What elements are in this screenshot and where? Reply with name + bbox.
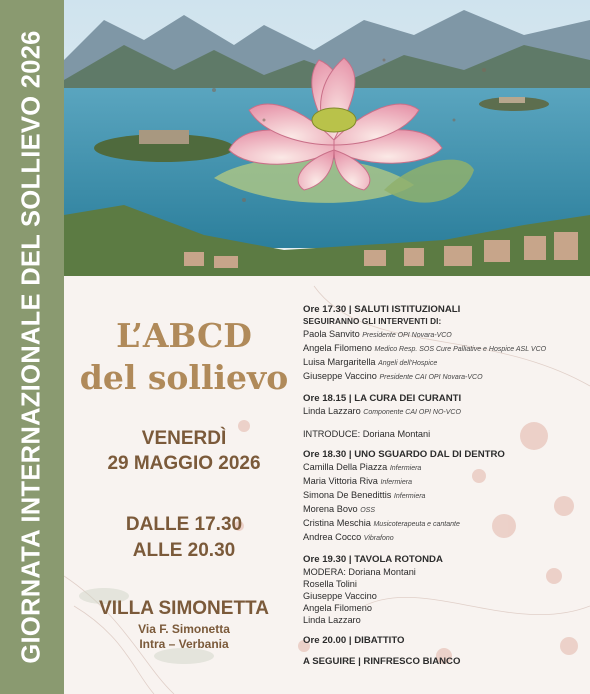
speaker-name: Andrea Cocco xyxy=(303,532,362,542)
session-dibattito xyxy=(303,635,588,647)
speaker-role: Vibrafono xyxy=(363,535,394,542)
panelist: Angela Filomeno xyxy=(303,603,372,613)
event-time-from: DALLE 17.30 xyxy=(125,514,243,535)
speaker-row xyxy=(303,342,588,356)
panelist: Giuseppe Vaccino xyxy=(303,591,377,601)
speaker-role: OSS xyxy=(360,507,376,514)
speaker-row xyxy=(303,531,588,545)
speaker-role: Infermiera xyxy=(389,465,422,472)
speaker-name: Cristina Meschia xyxy=(303,518,371,528)
speaker-role: Angeli dell’Hospice xyxy=(378,360,438,367)
speaker-row xyxy=(303,489,588,503)
speaker-row xyxy=(303,517,588,531)
venue-address-line1: Via F. Simonetta xyxy=(138,622,230,636)
speaker-role: Presidente CAI OPI Novara-VCO xyxy=(379,374,483,381)
speaker-role: Componente CAI OPI NO-VCO xyxy=(363,409,461,416)
session-saluti xyxy=(303,304,588,384)
introducer-line: INTRODUCE: Doriana Montani xyxy=(303,429,431,439)
moderator-line: MODERA: Doriana Montani xyxy=(303,567,416,577)
event-time-to: ALLE 20.30 xyxy=(132,540,236,561)
panelist: Rosella Tolini xyxy=(303,579,357,589)
speaker-row xyxy=(303,461,588,475)
side-band xyxy=(0,0,64,694)
speaker-name: Morena Bovo xyxy=(303,504,358,514)
event-title-line1: L’ABCD xyxy=(116,316,252,355)
session-subheading: SEGUIRANNO GLI INTERVENTI DI: xyxy=(303,317,442,326)
speaker-role: Musicoterapeuta e cantante xyxy=(373,521,460,528)
session-introduce xyxy=(303,428,588,440)
session-sguardo xyxy=(303,449,588,545)
session-heading: Ore 18.15 | LA CURA DEI CURANTI xyxy=(303,393,462,404)
content-panel xyxy=(64,276,590,694)
speaker-name: Simona De Benedittis xyxy=(303,490,392,500)
hero-illustration xyxy=(64,0,590,276)
side-title: GIORNATA INTERNAZIONALE DEL SOLLIEVO 2026 xyxy=(17,30,46,664)
speaker-name: Angela Filomeno xyxy=(303,343,372,353)
session-heading: Ore 17.30 | SALUTI ISTITUZIONALI xyxy=(303,304,461,315)
speaker-role: Infermiera xyxy=(380,479,412,486)
speaker-name: Paola Sanvito xyxy=(303,329,360,339)
session-heading: Ore 18.30 | UNO SGUARDO DAL DI DENTRO xyxy=(303,449,505,460)
speaker-row xyxy=(303,356,588,370)
session-tavola-rotonda xyxy=(303,554,588,626)
speaker-name: Maria Vittoria Riva xyxy=(303,476,378,486)
speaker-name: Camilla Della Piazza xyxy=(303,462,388,472)
speaker-role: Presidente OPI Novara-VCO xyxy=(362,332,452,339)
session-heading: Ore 20.00 | DIBATTITO xyxy=(303,635,405,646)
speaker-row xyxy=(303,405,588,419)
lake-lotus-illustration xyxy=(64,0,590,276)
venue-address-line2: Intra – Verbania xyxy=(139,637,229,651)
speaker-role: Medico Resp. SOS Cure Palliative e Hospice ASL VCO xyxy=(374,346,547,353)
session-rinfresco xyxy=(303,656,588,668)
panelist: Linda Lazzaro xyxy=(303,615,361,625)
speaker-row xyxy=(303,475,588,489)
program-schedule xyxy=(303,304,588,677)
session-cura-curanti xyxy=(303,393,588,419)
speaker-role: Infermiera xyxy=(393,493,426,500)
event-title-line2: del sollievo xyxy=(79,358,289,397)
event-date: 29 MAGGIO 2026 xyxy=(107,453,261,474)
event-day: VENERDÌ xyxy=(141,428,227,449)
speaker-row xyxy=(303,370,588,384)
speaker-name: Luisa Margaritella xyxy=(303,357,376,367)
speaker-name: Linda Lazzaro xyxy=(303,406,361,416)
speaker-row xyxy=(303,328,588,342)
speaker-row xyxy=(303,503,588,517)
venue-name: VILLA SIMONETTA xyxy=(99,598,269,619)
session-heading: A SEGUIRE | RINFRESCO BIANCO xyxy=(303,656,461,667)
speaker-name: Giuseppe Vaccino xyxy=(303,371,377,381)
session-heading: Ore 19.30 | TAVOLA ROTONDA xyxy=(303,554,443,565)
